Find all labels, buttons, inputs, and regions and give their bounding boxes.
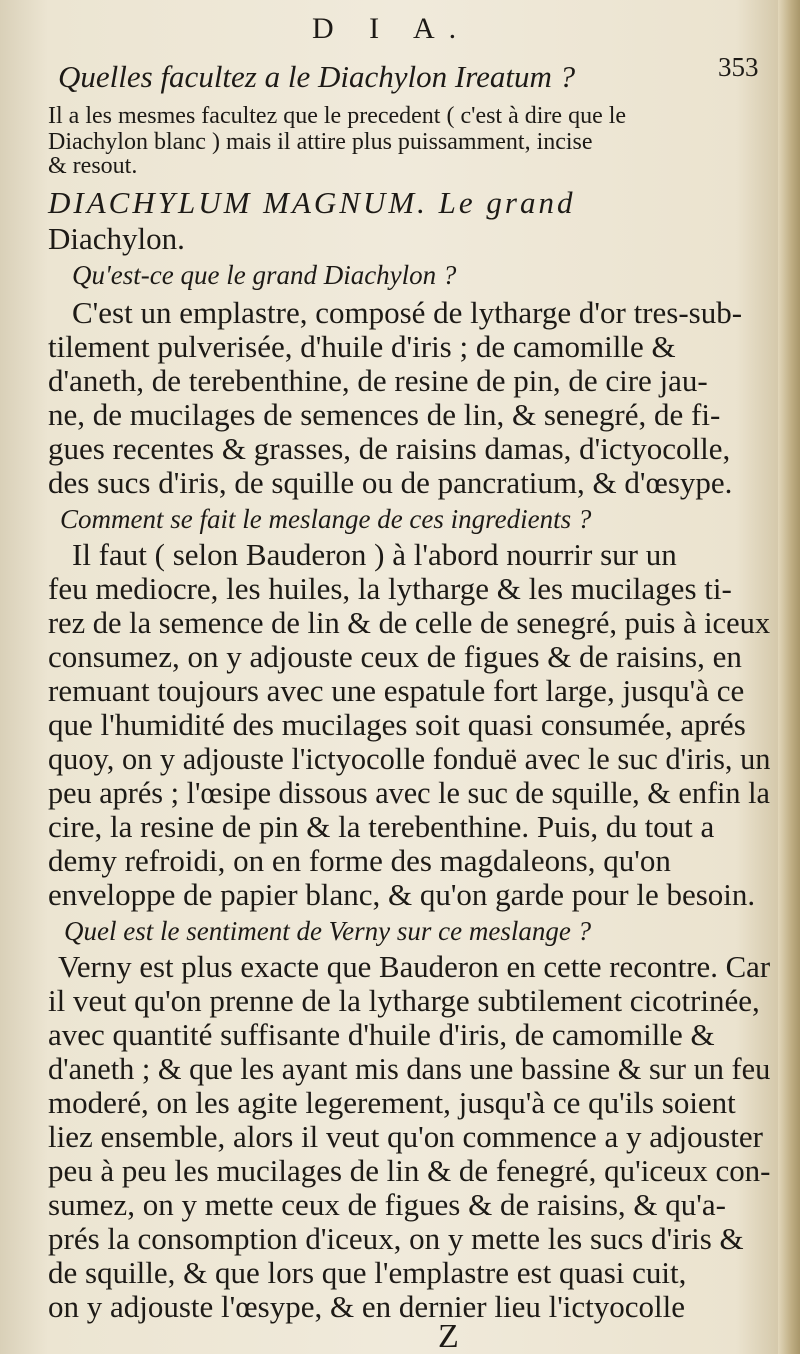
text-line: gues recentes & grasses, de raisins damas, d'ictyocolle, <box>48 431 731 466</box>
text-line: feu mediocre, les huiles, la lytharge & les mucilages ti- <box>48 571 732 606</box>
text-line: rez de la semence de lin & de celle de senegré, puis à iceux <box>48 605 771 640</box>
text-line: & resout. <box>48 153 138 179</box>
text-line: de squille, & que lors que l'emplastre est quasi cuit, <box>48 1255 687 1290</box>
text-line: que l'humidité des mucilages soit quasi consumée, aprés <box>48 707 746 742</box>
text-line: d'aneth, de terebenthine, de resine de pin, de cire jau- <box>48 363 708 398</box>
text-line: Verny est plus exacte que Bauderon en cette recontre. Car <box>58 949 771 984</box>
text-line: moderé, on les agite legerement, jusqu'à ce qu'ils soient <box>48 1085 736 1120</box>
section-heading-cont: Diachylon. <box>48 221 185 256</box>
text-line: Diachylon blanc ) mais il attire plus puissamment, incise <box>48 129 593 155</box>
section-heading: DIACHYLUM MAGNUM. Le grand <box>48 185 576 220</box>
text-line: il veut qu'on prenne de la lytharge subtilement cicotrinée, <box>48 983 760 1018</box>
question-heading: Comment se fait le meslange de ces ingredients ? <box>60 504 592 534</box>
text-line: quoy, on y adjouste l'ictyocolle fonduë avec le suc d'iris, un <box>48 741 771 776</box>
text-line: sumez, on y mette ceux de figues & de raisins, & qu'a- <box>48 1187 726 1222</box>
question-heading: Quelles facultez a le Diachylon Ireatum ? <box>58 59 576 94</box>
signature-mark: Z <box>438 1318 459 1354</box>
text-line: avec quantité suffisante d'huile d'iris, de camomille & <box>48 1017 715 1052</box>
question-heading: Qu'est-ce que le grand Diachylon ? <box>72 260 457 290</box>
text-line: peu à peu les mucilages de lin & de fenegré, qu'iceux con- <box>48 1153 771 1188</box>
running-title: D I A. <box>312 12 471 45</box>
text-line: prés la consomption d'iceux, on y mette les sucs d'iris & <box>48 1221 744 1256</box>
text-line: consumez, on y adjouste ceux de figues & de raisins, en <box>48 639 742 674</box>
text-line: peu aprés ; l'œsipe dissous avec le suc de squille, & enfin la <box>48 775 770 810</box>
text-line: demy refroidi, on en forme des magdaleons, qu'on <box>48 843 671 878</box>
text-line: cire, la resine de pin & la terebenthine. Puis, du tout a <box>48 809 715 844</box>
text-line: d'aneth ; & que les ayant mis dans une bassine & sur un feu <box>48 1051 771 1086</box>
text-line: tilement pulverisée, d'huile d'iris ; de camomille & <box>48 329 676 364</box>
text-line: remuant toujours avec une espatule fort large, jusqu'à ce <box>48 673 745 708</box>
page-edge <box>778 0 800 1354</box>
text-line: on y adjouste l'œsype, & en dernier lieu l'ictyocolle <box>48 1289 686 1324</box>
text-line: Il a les mesmes facultez que le precedent ( c'est à dire que le <box>48 103 627 129</box>
text-line: liez ensemble, alors il veut qu'on commence a y adjouster <box>48 1119 763 1154</box>
text-line: Il faut ( selon Bauderon ) à l'abord nourrir sur un <box>72 537 677 572</box>
text-line: des sucs d'iris, de squille ou de pancratium, & d'œsype. <box>48 465 733 500</box>
text-line: enveloppe de papier blanc, & qu'on garde pour le besoin. <box>48 877 756 912</box>
page-number: 353 <box>718 52 759 82</box>
text-line: C'est un emplastre, composé de lytharge d'or tres-sub- <box>72 295 743 330</box>
question-heading: Quel est le sentiment de Verny sur ce meslange ? <box>64 916 592 946</box>
text-line: ne, de mucilages de semences de lin, & senegré, de fi- <box>48 397 721 432</box>
